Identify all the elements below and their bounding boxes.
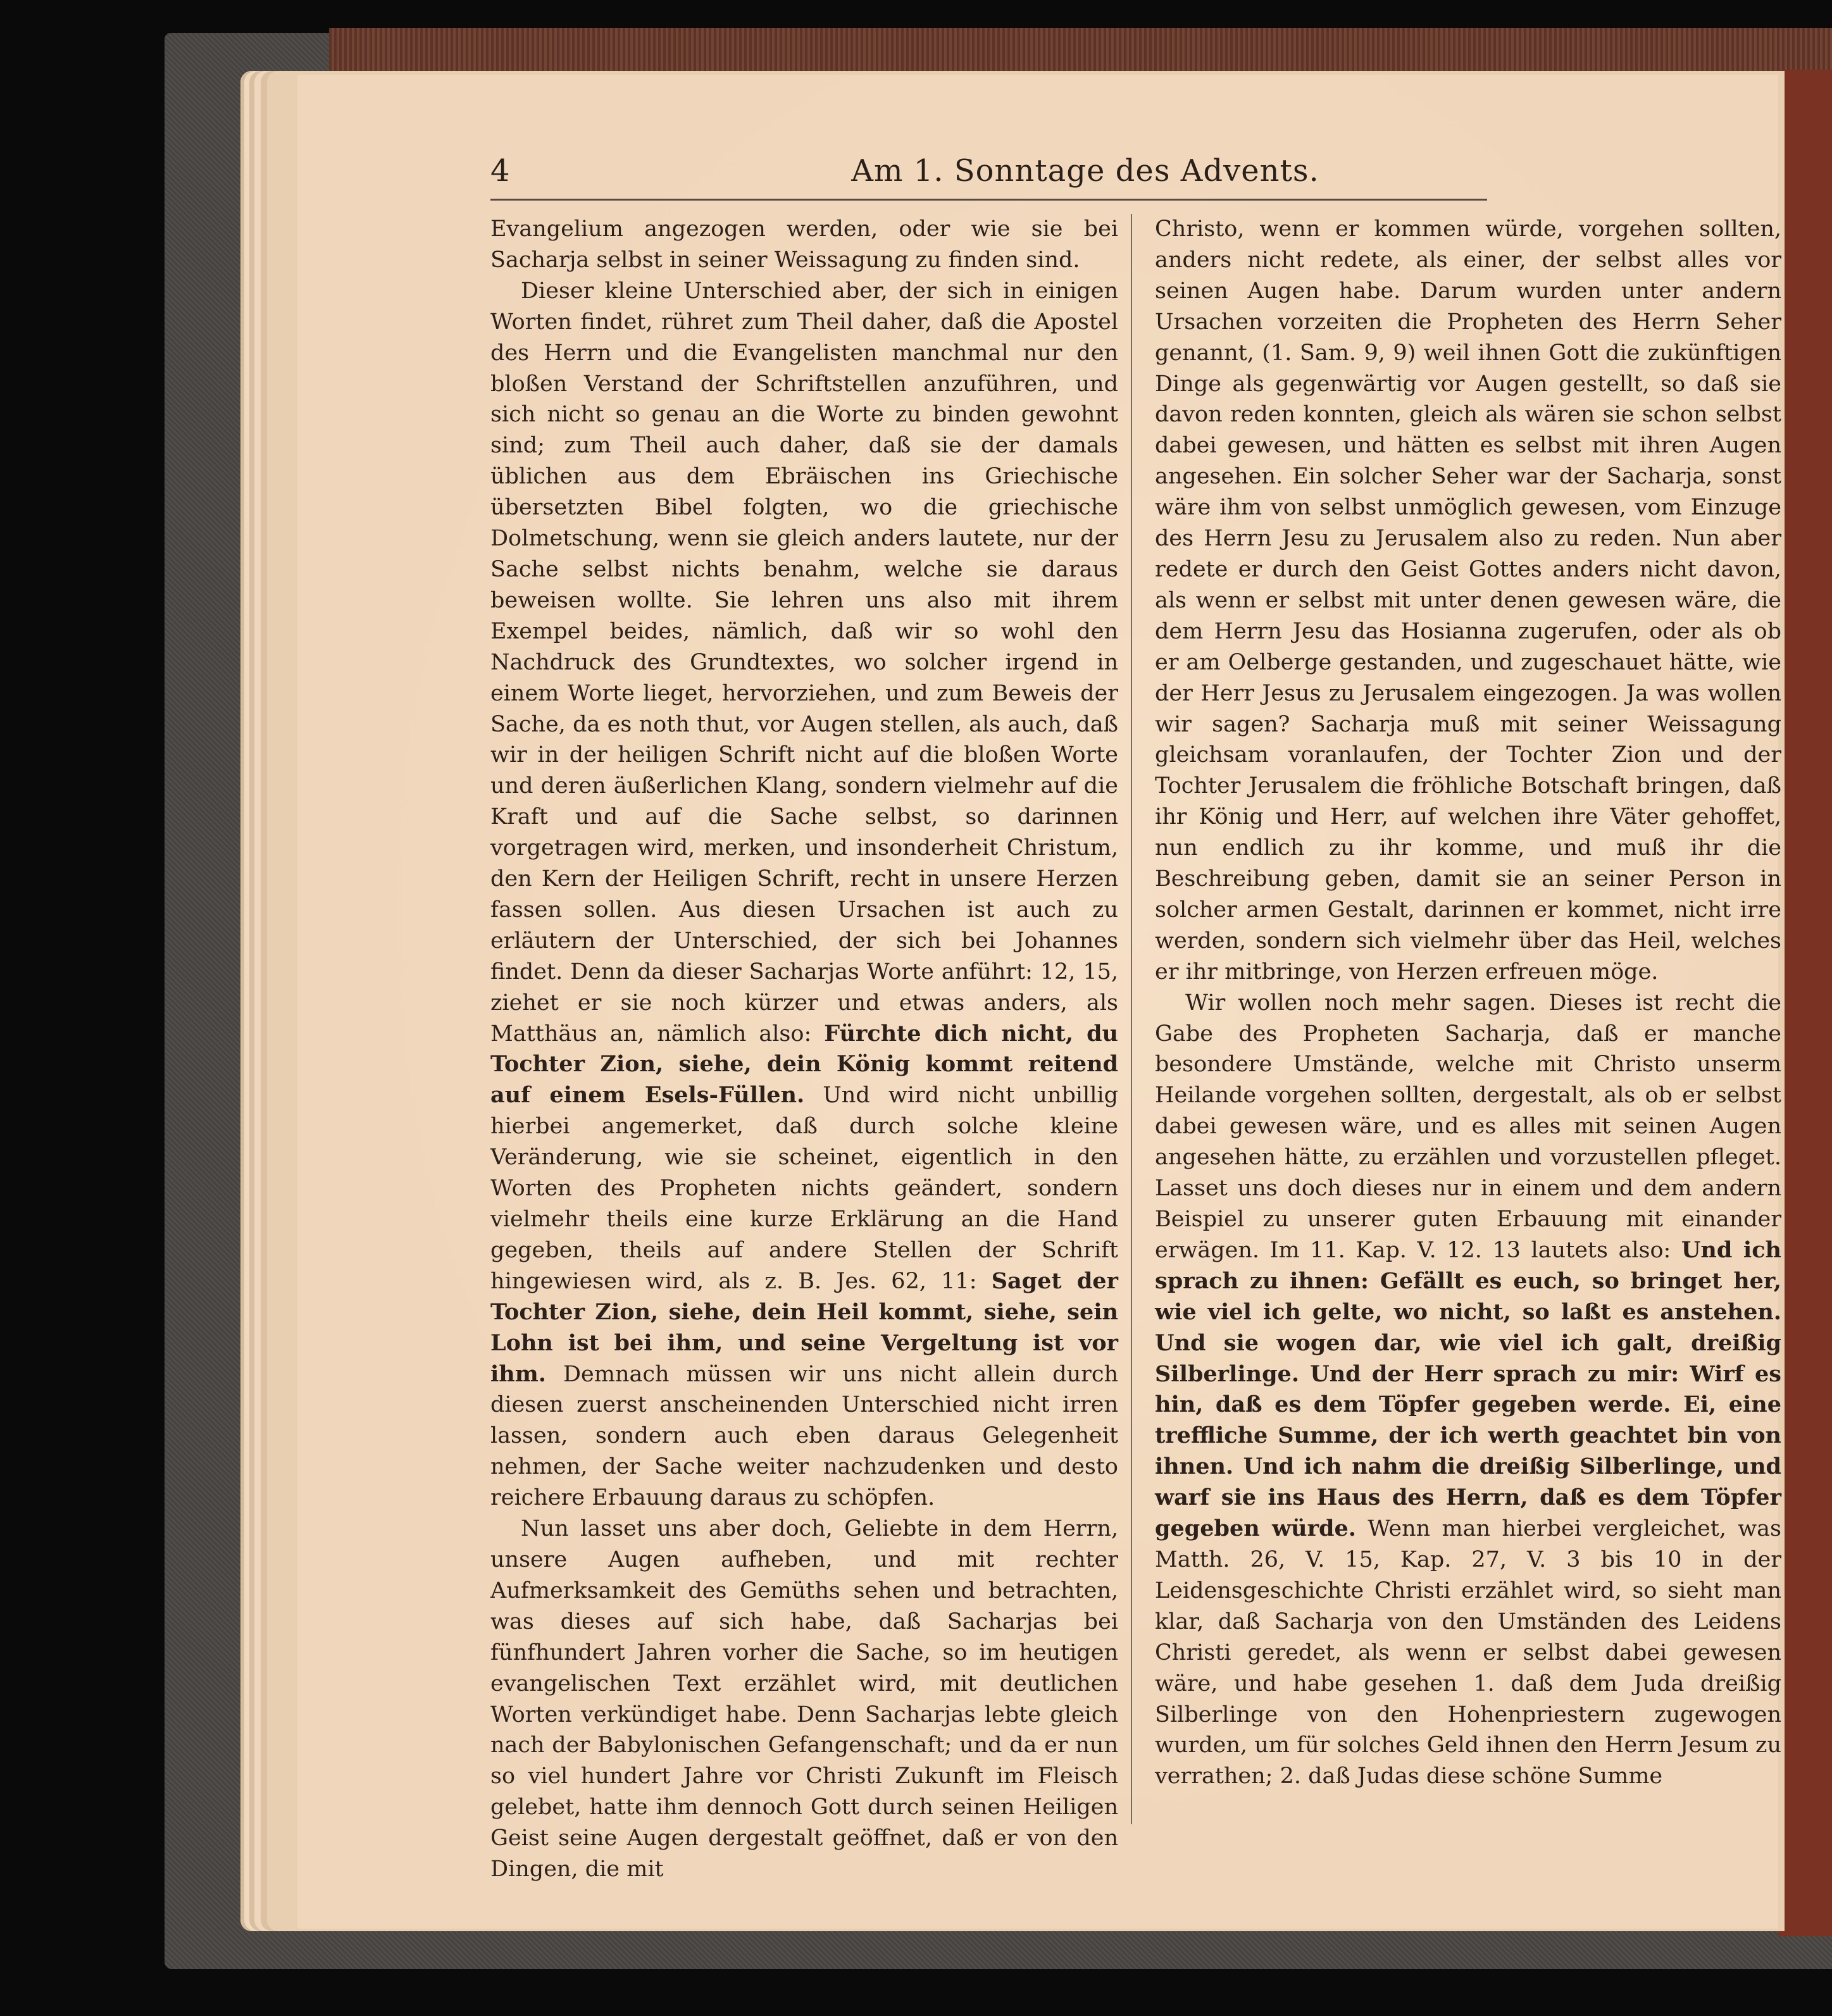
page-number: 4 bbox=[490, 153, 510, 189]
column-divider bbox=[1131, 214, 1132, 1824]
paragraph-text: Demnach müssen wir uns nicht allein durch diesen zuerst anscheinenden Unterschied nicht irren lassen, sondern auch eben daraus Gelegenheit nehmen, der Sache weiter nachzudenken und desto reichere Erbauung daraus zu schöpfen. bbox=[490, 1361, 1118, 1511]
paragraph bbox=[1155, 214, 1781, 988]
paragraph-text: Christo, wenn er kommen würde, vorgehen sollten, anders nicht redete, als einer, der selbst alles vor seinen Augen habe. Darum wurden unter andern Ursachen vorzeiten die Propheten des Herrn Seher genannt, (1. Sam. 9, 9) weil ihnen Gott die zukünftigen Dinge als gegenwärtig vor Augen gestellt, so daß sie davon reden konnten, gleich als wären sie schon selbst dabei gewesen, und hätten es selbst mit ihren Augen angesehen. Ein solcher Seher war der Sacharja, sonst wäre ihm von selbst unmöglich gewesen, vom Einzuge des Herrn Jesu zu Jerusalem also zu reden. Nun aber redete er durch den Geist Gottes anders nicht davon, als wenn er selbst mit unter denen gewesen wäre, die dem Herrn Jesu das Hosianna zugerufen, oder als ob er am Oelberge gestanden, und zugeschauet hätte, wie der Herr Jesus zu Jerusalem eingezogen. Ja was wollen wir sagen? Sacharja muß mit seiner Weissagung gleichsam voranlaufen, der Tochter Zion und der Tochter Jerusalem die fröhliche Botschaft bringen, daß ihr König und Herr, auf welchen ihre Väter gehoffet, nun endlich zu ihr komme, und muß ihr die Beschreibung geben, damit sie an seiner Person in solcher armen Gestalt, darinnen er kommet, nicht irre werden, sondern sich vielmehr über das Heil, welches er ihr mitbringe, von Herzen erfreuen möge. bbox=[1155, 216, 1781, 985]
paragraph bbox=[490, 214, 1118, 276]
running-head: Am 1. Sonntage des Advents. bbox=[851, 153, 1319, 189]
paragraph-text: Nun lasset uns aber doch, Geliebte in dem Herrn, unsere Augen aufheben, und mit rechter Aufmerksamkeit des Gemüths sehen und betrachten, was dieses auf sich habe, daß Sacharjas bei fünfhundert Jahren vorher die Sache, so im heutigen evangelischen Text erzählet wird, mit deutlichen Worten verkündiget habe. Denn Sacharjas lebte gleich nach der Babylonischen Gefangenschaft; und da er nun so viel hundert Jahre vor Christi Zukunft im Fleisch gelebet, hatte ihm dennoch Gott durch seinen Heiligen Geist seine Augen dergestalt geöffnet, daß er von den Dingen, die mit bbox=[490, 1516, 1118, 1882]
scripture-quote: Saget der Tochter Zion, siehe, dein Heil kommt, siehe, sein Lohn ist bei ihm, und seine Vergeltung ist vor ihm. bbox=[490, 1267, 1118, 1387]
paragraph-text: Wir wollen noch mehr sagen. Dieses ist recht die Gabe des Propheten Sacharja, daß er manche besondere Umstände, welche mit Christo unserm Heilande vorgehen sollten, dergestalt, als ob er selbst dabei gewesen wäre, und es alles mit seinen Augen angesehen hätte, zu erzählen und vorzustellen pfleget. Lasset uns doch dieses nur in einem und dem andern Beispiel zu unserer guten Erbauung mit einander erwägen. Im 11. Kap. V. 12. 13 lautets also: bbox=[1155, 990, 1781, 1263]
scripture-quote: Und ich sprach zu ihnen: Gefällt es euch, so bringet her, wie viel ich gelte, wo nicht, so laßt es anstehen. Und sie wogen dar, wie viel ich galt, dreißig Silberlinge. Und der Herr sprach zu mir: Wirf es hin, daß es dem Töpfer gegeben werde. Ei, eine treffliche Summe, der ich werth geachtet bin von ihnen. Und ich nahm die dreißig Silberlinge, und warf sie ins Haus des Herrn, daß es dem Töpfer gegeben würde. bbox=[1155, 1236, 1781, 1542]
right-column bbox=[1155, 214, 1781, 1792]
paragraph-text: Und wird nicht unbillig hierbei angemerket, daß durch solche kleine Veränderung, wie sie scheinet, eigentlich in den Worten des Propheten nichts geändert, sondern vielmehr theils eine kurze Erklärung an die Hand gegeben, theils auf andere Stellen der Schrift hingewiesen wird, als z. B. Jes. 62, 11: bbox=[490, 1083, 1118, 1294]
left-column bbox=[490, 214, 1118, 1885]
paragraph-text: Dieser kleine Unterschied aber, der sich in einigen Worten findet, rühret zum Theil daher, daß die Apostel des Herrn und die Evangelisten manchmal nur den bloßen Verstand der Schriftstellen anzuführen, und sich nicht so genau an die Worte zu binden gewohnt sind; zum Theil auch daher, daß sie der damals üblichen aus dem Ebräischen ins Griechische übersetzten Bibel folgten, wo die griechische Dolmetschung, wenn sie gleich anders lautete, nur der Sache selbst nichts benahm, welche sie daraus beweisen wollte. Sie lehren uns also mit ihrem Exempel beides, nämlich, daß wir so wohl den Nachdruck des Grundtextes, wo solcher irgend in einem Worte lieget, hervorziehen, und zum Beweis der Sache, da es noth thut, vor Augen stellen, als auch, daß wir in der heiligen Schrift nicht auf die bloßen Worte und deren äußerlichen Klang, sondern vielmehr auf die Kraft und auf die Sache selbst, so darinnen vorgetragen wird, merken, und insonderheit Christum, den Kern der Heiligen Schrift, recht in unsere Herzen fassen sollen. Aus diesen Ursachen ist auch zu erläutern der Unterschied, der sich bei Johannes findet. Denn da dieser Sacharjas Worte anführt: 12, 15, ziehet er sie noch kürzer und etwas anders, als Matthäus an, nämlich also: bbox=[490, 278, 1118, 1047]
book-cover-top-edge bbox=[329, 28, 1832, 72]
header-rule bbox=[490, 199, 1487, 201]
book-cover-right-edge bbox=[1778, 70, 1832, 1936]
paragraph bbox=[1155, 988, 1781, 1793]
paragraph bbox=[490, 276, 1118, 1514]
scripture-quote: Fürchte dich nicht, du Tochter Zion, siehe, dein König kommt reitend auf einem Esels-Füllen. bbox=[490, 1020, 1119, 1109]
paragraph-text: Evangelium angezogen werden, oder wie sie bei Sacharja selbst in seiner Weissagung zu finden sind. bbox=[490, 216, 1118, 273]
paragraph bbox=[490, 1514, 1118, 1885]
page-header bbox=[490, 151, 1487, 191]
paragraph-text: Wenn man hierbei vergleichet, was Matth. 26, V. 15, Kap. 27, V. 3 bis 10 in der Leidensgeschichte Christi erzählet wird, so sieht man klar, daß Sacharja von den Umständen des Leidens Christi geredet, als wenn er selbst dabei gewesen wäre, und habe gesehen 1. daß dem Juda dreißig Silberlinge von den Hohenpriestern zugewogen wurden, um für solches Geld ihnen den Herrn Jesum zu verrathen; 2. daß Judas diese schöne Summe bbox=[1155, 1516, 1782, 1789]
